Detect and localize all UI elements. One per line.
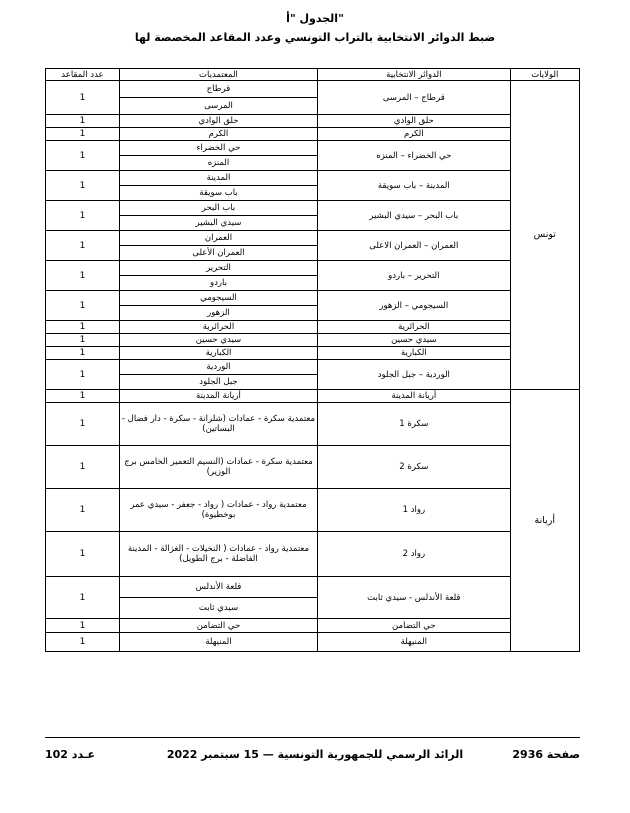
- delegation-item: حلق الوادي: [198, 116, 239, 126]
- district-cell: سكرة 2: [318, 446, 511, 489]
- seats-cell: 1: [46, 141, 120, 171]
- delegations-cell: [119, 171, 317, 201]
- delegations-cell: [119, 633, 317, 652]
- seats-cell: 1: [46, 291, 120, 321]
- delegation-item: التحرير: [206, 263, 231, 273]
- delegation-item: الكرم: [208, 129, 229, 139]
- table-row: [46, 171, 580, 201]
- governorate-ariana: أريانة: [510, 390, 579, 652]
- delegation-item: معتمدية سكرة - عمادات (النسيم التعمير الخامس برج الوزير): [124, 457, 313, 477]
- district-cell: المنيهلة: [318, 633, 511, 652]
- table-row: [46, 141, 580, 171]
- delegation-item: المرسى: [119, 97, 317, 114]
- delegations-cell: [119, 577, 317, 619]
- seats-cell: 1: [46, 261, 120, 291]
- delegation-item: معتمدية رواد - عمادات ( النخيلات - الغزالة - المدينة الفاضلة - برج الطويل): [127, 544, 310, 564]
- district-cell: باب البحر – سيدي البشير: [318, 201, 511, 231]
- delegation-item: حي الخضراء: [196, 143, 241, 153]
- table-row: [46, 390, 580, 403]
- table-row: [46, 633, 580, 652]
- district-cell: حي التضامن: [318, 619, 511, 633]
- footer-rule: [45, 737, 580, 738]
- district-cell: أريانة المدينة: [318, 390, 511, 403]
- seats-cell: 1: [46, 81, 120, 115]
- delegations-cell: [119, 81, 317, 115]
- table-subtitle: ضبط الدوائر الانتخابية بالتراب التونسي وعدد المقاعد المخصصة لها: [134, 31, 496, 44]
- seats-cell: 1: [46, 201, 120, 231]
- seats-cell: 1: [46, 128, 120, 141]
- delegation-item: باب البحر: [201, 203, 236, 213]
- delegations-cell: [119, 360, 317, 390]
- delegations-cell: [119, 619, 317, 633]
- seats-cell: 1: [46, 577, 120, 619]
- delegation-item: معتمدية سكرة - عمادات (شلرانة - سكرة - دار فضال - البساتين): [121, 414, 316, 434]
- delegations-cell: [119, 321, 317, 334]
- delegations-cell: [119, 446, 317, 489]
- table-row: [46, 261, 580, 291]
- seats-cell: 1: [46, 489, 120, 532]
- table-row: [46, 360, 580, 390]
- district-cell: حلق الوادي: [318, 115, 511, 128]
- district-cell: حي الخضراء – المنزه: [318, 141, 511, 171]
- seats-cell: 1: [46, 403, 120, 446]
- district-cell: السيجومي – الزهور: [318, 291, 511, 321]
- district-cell: سكرة 1: [318, 403, 511, 446]
- delegations-cell: [119, 403, 317, 446]
- table-row: [46, 201, 580, 231]
- district-cell: قلعة الأندلس - سيدي ثابت: [318, 577, 511, 619]
- page-footer: [0, 748, 630, 764]
- delegation-item: العمران: [204, 233, 233, 243]
- seats-cell: 1: [46, 360, 120, 390]
- seats-cell: 1: [46, 321, 120, 334]
- delegation-item: العمران الأعلى: [119, 245, 317, 260]
- delegation-item: جبل الجلود: [119, 374, 317, 389]
- delegations-cell: [119, 532, 317, 577]
- seats-cell: 1: [46, 347, 120, 360]
- table-row: [46, 577, 580, 619]
- delegation-item: حي التضامن: [196, 620, 241, 631]
- table-header-row: [46, 69, 580, 81]
- delegations-cell: [119, 115, 317, 128]
- delegation-item: أريانة المدينة: [196, 391, 241, 401]
- table-row: [46, 619, 580, 633]
- delegation-item: قرطاج: [206, 84, 231, 94]
- delegation-item: سيدي حسين: [195, 335, 242, 345]
- table-row: [46, 446, 580, 489]
- seats-cell: 1: [46, 171, 120, 201]
- footer-page-number: صفحة 2936: [512, 748, 580, 761]
- delegations-cell: [119, 261, 317, 291]
- seats-cell: 1: [46, 390, 120, 403]
- table-title: الجدول "أ": [286, 12, 344, 25]
- delegation-item: قلعة الأندلس: [195, 582, 242, 592]
- table-row: [46, 532, 580, 577]
- delegation-item: سيدي ثابت: [119, 597, 317, 618]
- district-cell: الكرم: [318, 128, 511, 141]
- delegation-item: السيجومي: [200, 293, 237, 303]
- governorate-tunis: تونس: [510, 81, 579, 390]
- table-row: [46, 489, 580, 532]
- delegations-cell: [119, 334, 317, 347]
- district-cell: الحرائرية: [318, 321, 511, 334]
- delegation-item: سيدي البشير: [119, 215, 317, 230]
- district-cell: التحرير – باردو: [318, 261, 511, 291]
- seats-cell: 1: [46, 115, 120, 128]
- district-cell: الكبارية: [318, 347, 511, 360]
- table-row: [46, 347, 580, 360]
- header-districts: الدوائر الانتخابية: [318, 69, 511, 81]
- footer-issue-number: عـدد 102: [45, 748, 96, 761]
- table-row: [46, 115, 580, 128]
- delegations-cell: [119, 128, 317, 141]
- header-governorates: الولايات: [510, 69, 579, 81]
- delegation-item: الكبارية: [205, 348, 232, 358]
- seats-cell: 1: [46, 619, 120, 633]
- table-body: [46, 81, 580, 652]
- delegation-item: الزهور: [119, 305, 317, 320]
- footer-publication: الرائد الرسمي للجمهورية التونسية — 15 سبتمبر 2022: [166, 748, 464, 761]
- table-row: [46, 403, 580, 446]
- delegation-item: الحرائرية: [202, 322, 235, 332]
- seats-cell: 1: [46, 633, 120, 652]
- delegations-cell: [119, 390, 317, 403]
- seats-cell: 1: [46, 446, 120, 489]
- district-cell: رواد 1: [318, 489, 511, 532]
- delegation-item: باردو: [119, 275, 317, 290]
- delegations-cell: [119, 291, 317, 321]
- delegation-item: معتمدية رواد - عمادات ( رواد - جعفر - سيدي عمر بوخطيوة): [130, 500, 307, 520]
- table-row: [46, 128, 580, 141]
- district-cell: المدينة – باب سويقة: [318, 171, 511, 201]
- district-cell: الوردية – جبل الجلود: [318, 360, 511, 390]
- delegations-cell: [119, 141, 317, 171]
- seats-cell: 1: [46, 532, 120, 577]
- electoral-districts-table: [45, 68, 580, 652]
- delegation-item: المنزه: [119, 155, 317, 170]
- delegation-item: المنيهلة: [205, 637, 232, 647]
- district-cell: قرطاج – المرسى: [318, 81, 511, 115]
- seats-cell: 1: [46, 231, 120, 261]
- table-row: [46, 321, 580, 334]
- delegations-cell: [119, 347, 317, 360]
- district-cell: سيدي حسين: [318, 334, 511, 347]
- table-row: [46, 291, 580, 321]
- district-cell: العمران – العمران الاعلى: [318, 231, 511, 261]
- delegations-cell: [119, 231, 317, 261]
- table-row: [46, 81, 580, 115]
- header-seats: عدد المقاعد: [46, 69, 120, 81]
- header-delegations: المعتمديات: [119, 69, 317, 81]
- delegation-item: المدينة: [206, 173, 231, 183]
- delegation-item: الوردية: [206, 362, 231, 372]
- delegations-cell: [119, 201, 317, 231]
- table-row: [46, 334, 580, 347]
- seats-cell: 1: [46, 334, 120, 347]
- district-cell: رواد 2: [318, 532, 511, 577]
- delegations-cell: [119, 489, 317, 532]
- delegation-item: باب سويقة: [119, 185, 317, 200]
- table-row: [46, 231, 580, 261]
